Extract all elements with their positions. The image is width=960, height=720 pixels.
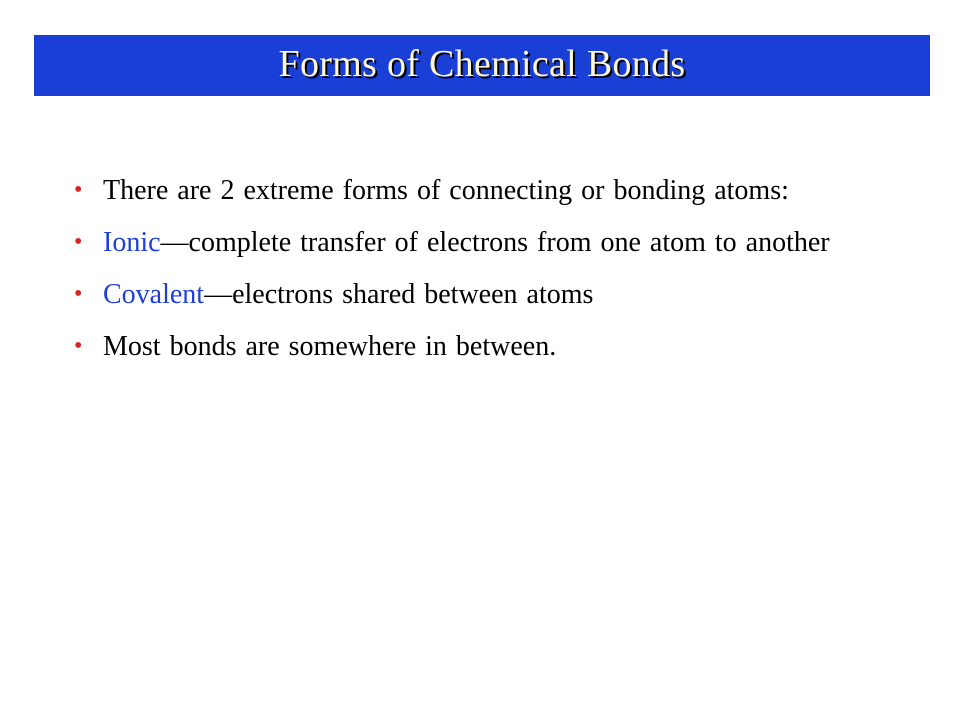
bullet-text: There are 2 extreme forms of connecting or bonding atoms: (103, 175, 789, 206)
term-ionic: Ionic (103, 227, 161, 258)
title-bar (34, 35, 930, 96)
bullet-item-ionic (74, 223, 834, 262)
bullet-text: —electrons shared between atoms (204, 279, 594, 310)
bullet-dot-icon: • (74, 333, 83, 359)
bullet-text: Most bonds are somewhere in between. (103, 331, 557, 362)
term-covalent: Covalent (103, 279, 205, 310)
bullet-list (74, 171, 834, 379)
bullet-item-covalent (74, 275, 834, 314)
bullet-dot-icon: • (74, 229, 83, 255)
bullet-item-extreme-forms (74, 171, 834, 210)
bullet-dot-icon: • (74, 177, 83, 203)
bullet-dot-icon: • (74, 281, 83, 307)
slide-title: Forms of Chemical Bonds (278, 42, 686, 85)
bullet-text: —complete transfer of electrons from one atom to another (160, 227, 830, 258)
bullet-item-most-bonds (74, 327, 834, 366)
